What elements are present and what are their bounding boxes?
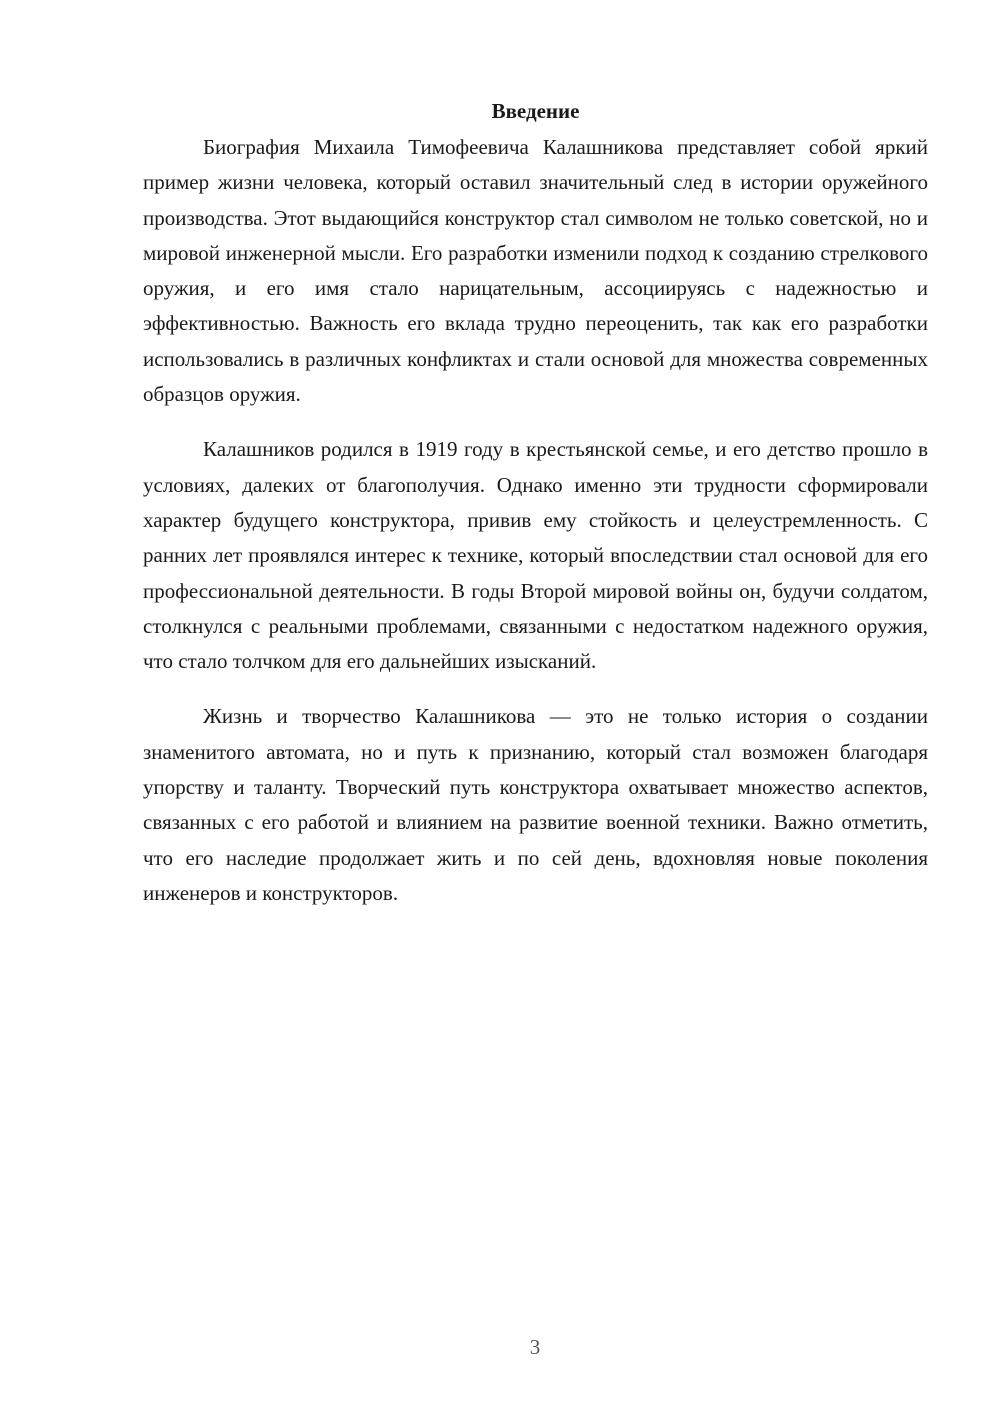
document-body <box>143 92 928 931</box>
paragraph-biography-intro: Биография Михаила Тимофеевича Калашникова представляет собой яркий пример жизни человека, который оставил значительный след в истории оружейного производства. Этот выдающийся конструктор стал символом не только советской, но и мировой инженерной мысли. Его разработки изменили подход к созданию стрелкового оружия, и его имя стало нарицательным, ассоциируясь с надежностью и эффективностью. Важность его вклада трудно переоценить, так как его разработки использовались в различных конфликтах и стали основой для множества современных образцов оружия. <box>143 135 928 407</box>
paragraph-early-life: Калашников родился в 1919 году в крестьянской семье, и его детство прошло в условиях, далеких от благополучия. Однако именно эти трудности сформировали характер будущего конструктора, привив ему стойкость и целеустремленность. С ранних лет проявлялся интерес к технике, который впоследствии стал основой для его профессиональной деятельности. В годы Второй мировой войны он, будучи солдатом, столкнулся с реальными проблемами, связанными с недостатком надежного оружия, что стало толчком для его дальнейших изысканий. <box>143 437 928 674</box>
section-heading: Введение <box>491 99 580 123</box>
paragraph-legacy: Жизнь и творчество Калашникова — это не только история о создании знаменитого автомата, но и путь к признанию, который стал возможен благодаря упорству и таланту. Творческий путь конструктора охватывает множество аспектов, связанных с его работой и влиянием на развитие военной техники. Важно отметить, что его наследие продолжает жить и по сей день, вдохновляя новые поколения инженеров и конструкторов. <box>143 704 928 905</box>
page-number: 3 <box>529 1335 541 1359</box>
